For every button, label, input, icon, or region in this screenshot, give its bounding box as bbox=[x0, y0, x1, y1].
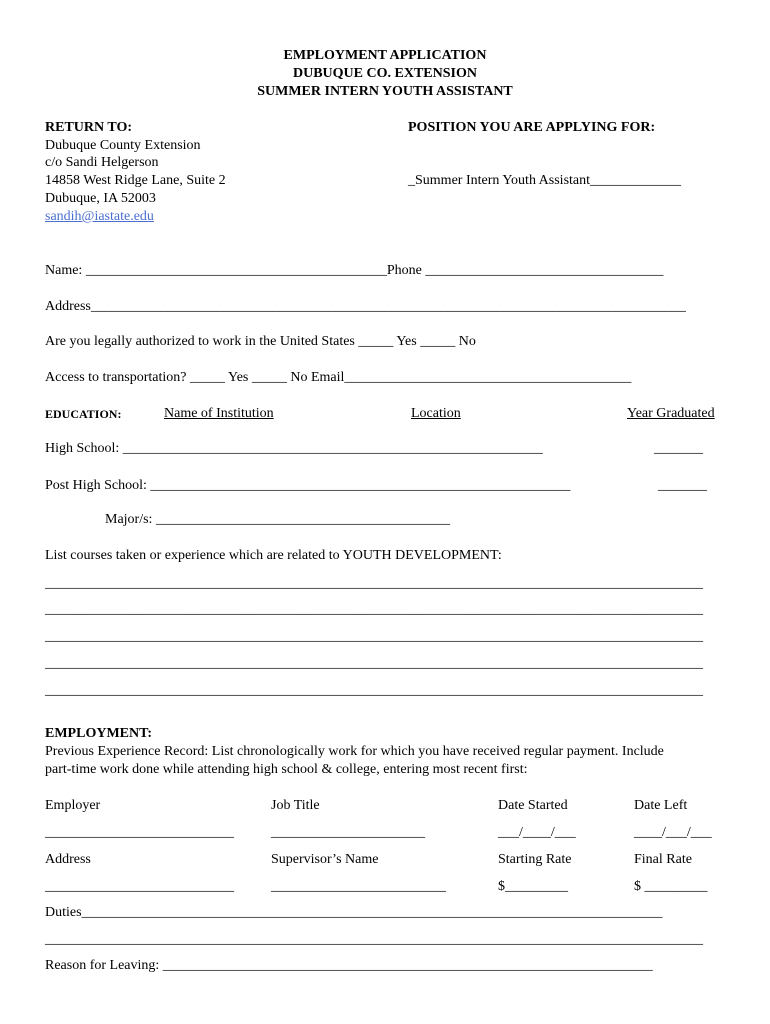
employer-address-label: Address bbox=[45, 852, 91, 867]
majors-field[interactable]: Major/s: __________________________________________ bbox=[105, 512, 450, 527]
youth-dev-line[interactable]: ______________________________________________________________________________________________ bbox=[45, 683, 703, 698]
title-line-3: SUMMER INTERN YOUTH ASSISTANT bbox=[257, 84, 513, 99]
duties-line-2[interactable]: ______________________________________________________________________________________________ bbox=[45, 932, 703, 947]
supervisor-label: Supervisor’s Name bbox=[271, 852, 379, 867]
position-heading: POSITION YOU ARE APPLYING FOR: bbox=[408, 120, 656, 135]
job-title-field[interactable]: ______________________ bbox=[271, 825, 425, 840]
col-institution: Name of Institution bbox=[164, 406, 274, 421]
return-to-line-2: c/o Sandi Helgerson bbox=[45, 155, 159, 170]
post-high-school-field[interactable]: Post High School: ____________________________________________________________ bbox=[45, 478, 571, 493]
high-school-year-field[interactable]: _______ bbox=[654, 441, 703, 456]
date-started-label: Date Started bbox=[498, 798, 568, 813]
date-started-field[interactable]: ___/____/___ bbox=[498, 825, 576, 840]
address-field[interactable]: Address_____________________________________________________________________________________ bbox=[45, 299, 686, 314]
employer-address-field[interactable]: ___________________________ bbox=[45, 879, 234, 894]
supervisor-field[interactable]: _________________________ bbox=[271, 879, 446, 894]
work-authorization-field[interactable]: Are you legally authorized to work in the United States _____ Yes _____ No bbox=[45, 334, 476, 349]
education-label: EDUCATION: bbox=[45, 407, 122, 421]
final-rate-label: Final Rate bbox=[634, 852, 692, 867]
post-high-school-year-field[interactable]: _______ bbox=[658, 478, 707, 493]
employer-label: Employer bbox=[45, 798, 101, 813]
employment-desc-2: part-time work done while attending high school & college, entering most recent first: bbox=[45, 762, 528, 777]
employment-desc-1: Previous Experience Record: List chronologically work for which you have received regular payment. Include bbox=[45, 744, 664, 759]
youth-dev-line[interactable]: ______________________________________________________________________________________________ bbox=[45, 576, 703, 591]
youth-dev-line[interactable]: ______________________________________________________________________________________________ bbox=[45, 602, 703, 617]
title-line-2: DUBUQUE CO. EXTENSION bbox=[293, 66, 477, 81]
date-left-label: Date Left bbox=[634, 798, 688, 813]
high-school-field[interactable]: High School: ____________________________________________________________ bbox=[45, 441, 543, 456]
duties-field[interactable]: Duties___________________________________________________________________________________ bbox=[45, 905, 663, 920]
youth-dev-prompt: List courses taken or experience which are related to YOUTH DEVELOPMENT: bbox=[45, 548, 502, 563]
youth-dev-line[interactable]: ______________________________________________________________________________________________ bbox=[45, 656, 703, 671]
employment-heading: EMPLOYMENT: bbox=[45, 726, 153, 741]
starting-rate-label: Starting Rate bbox=[498, 852, 572, 867]
reason-for-leaving-field[interactable]: Reason for Leaving: ______________________________________________________________________ bbox=[45, 958, 653, 973]
return-to-line-3: 14858 West Ridge Lane, Suite 2 bbox=[45, 173, 226, 188]
starting-rate-field[interactable]: $_________ bbox=[498, 879, 568, 894]
transportation-email-field[interactable]: Access to transportation? _____ Yes _____ No Email_________________________________________ bbox=[45, 370, 632, 385]
employer-field[interactable]: ___________________________ bbox=[45, 825, 234, 840]
return-to-line-4: Dubuque, IA 52003 bbox=[45, 191, 156, 206]
return-to-heading: RETURN TO: bbox=[45, 120, 133, 135]
final-rate-field[interactable]: $ _________ bbox=[634, 879, 708, 894]
return-to-email-link[interactable]: sandih@iastate.edu bbox=[45, 209, 154, 224]
col-year-graduated: Year Graduated bbox=[627, 406, 715, 421]
title-line-1: EMPLOYMENT APPLICATION bbox=[283, 48, 487, 63]
name-phone-field[interactable]: Name: ___________________________________________Phone __________________________________ bbox=[45, 263, 664, 278]
date-left-field[interactable]: ____/___/___ bbox=[634, 825, 712, 840]
return-to-line-1: Dubuque County Extension bbox=[45, 138, 201, 153]
col-location: Location bbox=[411, 406, 461, 421]
youth-dev-line[interactable]: ______________________________________________________________________________________________ bbox=[45, 629, 703, 644]
position-value-field[interactable]: _Summer Intern Youth Assistant_____________ bbox=[408, 173, 682, 188]
job-title-label: Job Title bbox=[271, 798, 320, 813]
